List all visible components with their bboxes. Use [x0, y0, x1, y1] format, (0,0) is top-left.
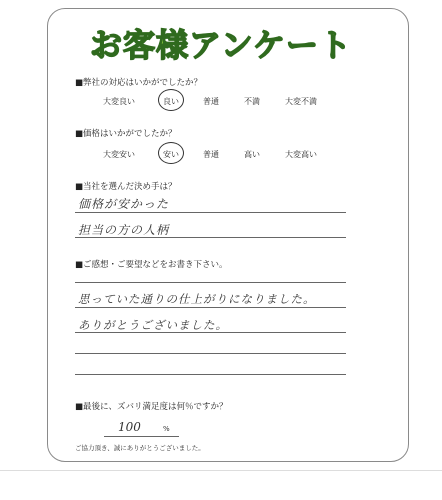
selected-circle — [158, 142, 184, 164]
handwritten-answer: 思っていた通りの仕上がりになりました。 — [78, 292, 316, 306]
answer-line — [75, 212, 346, 213]
divider — [0, 470, 442, 471]
option-normal: 普通 — [203, 150, 219, 159]
satisfaction-unit: % — [163, 425, 170, 433]
answer-line — [75, 307, 346, 308]
handwritten-answer: 担当の方の人柄 — [78, 223, 170, 237]
answer-line — [75, 374, 346, 375]
option-very-dissatisfied: 大変不満 — [285, 97, 317, 106]
survey-title: お客様アンケート — [89, 26, 353, 64]
answer-line — [75, 237, 346, 238]
option-very-expensive: 大変高い — [285, 150, 317, 159]
handwritten-answer: 価格が安かった — [78, 197, 170, 211]
option-good: 良い — [163, 97, 179, 106]
question-reason-label: ■当社を選んだ決め手は？ — [75, 182, 177, 192]
thank-you-note: ご協力頂き、誠にありがとうございました。 — [75, 444, 205, 452]
answer-line — [75, 353, 346, 354]
satisfaction-value: 100 — [118, 420, 141, 434]
handwritten-answer: ありがとうございました。 — [78, 318, 228, 332]
answer-line — [104, 436, 179, 437]
option-very-good: 大変良い — [103, 97, 135, 106]
option-expensive: 高い — [244, 150, 260, 159]
selected-circle — [158, 89, 184, 111]
answer-line — [75, 282, 346, 283]
question-price-label: ■価格はいかがでしたか？ — [75, 129, 177, 139]
option-dissatisfied: 不満 — [244, 97, 260, 106]
option-cheap: 安い — [163, 150, 179, 159]
option-very-cheap: 大変安い — [103, 150, 135, 159]
question-satisfaction-label: ■最後に、ズバリ満足度は何％ですか？ — [75, 402, 228, 412]
question-comments-label: ■ご感想・ご要望などをお書き下さい。 — [75, 260, 228, 270]
answer-line — [75, 332, 346, 333]
question-service-label: ■弊社の対応はいかがでしたか？ — [75, 78, 203, 88]
option-normal: 普通 — [203, 97, 219, 106]
